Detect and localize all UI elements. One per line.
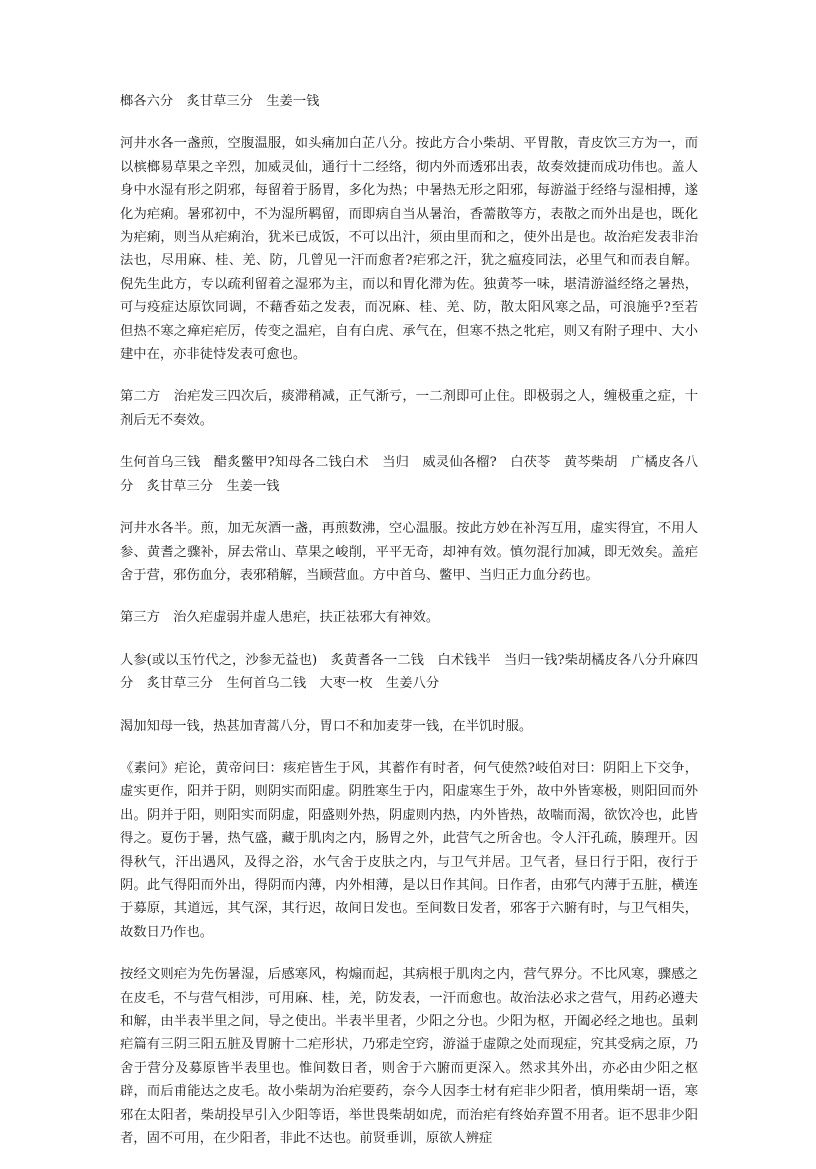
- paragraph-author-commentary: 按经文则疟为先伤暑湿，后感寒风，构煽而起，其病根于肌肉之内，营气界分。不比风寒，骤感之在皮毛，不与营气相涉，可用麻、桂，羌，防发表，一汗而愈也。故治法必求之营气，用药必遵夫和解，由半表半里之间，导之使出。半表半里者，少阳之分也。少阳为枢，开阖必经之地也。虽剌疟篇有三阴三阳五脏及胃腑十二疟形状，乃邪走空窍，游溢于虚隙之处而现症，究其受病之原，乃舍于营分及募原皆半表里也。惟间数日者，则舍于六腑而更深入。然求其外出，亦必由少阳之枢辟，而后甫能达之皮毛。故小柴胡为治疟要药，奈今人因李士材有疟非少阳者，慎用柴胡一语，寒邪在太阳者，柴胡投早引入少阳等语，举世畏柴胡如虎，而治疟有终始弃置不用者。讵不思非少阳者，固不可用，在少阳者，非此不达也。前贤垂训，原欲人辨症: [120, 967, 698, 1147]
- paragraph-suwen-quotation: 《素问》疟论，黄帝问曰：痎疟皆生于风，其蓄作有时者，何气使然?岐伯对曰：阴阳上下交争，虚实更作，阳并于阴，则阴实而阳虚。阴胜寒生于内，阳虚寒生于外，故中外皆寒极，则阳回而外出。阴并于阳，则阳实而阴虚，阳盛则外热，阴虚则内热，内外皆热，故喘而渴，欲饮冷也，此皆得之。夏伤于暑，热气盛，藏于肌肉之内，肠胃之外，此营气之所舍也。令人汗孔疏，腠理开。因得秋气，汗出遇风，及得之浴，水气舍于皮肤之内，与卫气并居。卫气者，昼日行于阳，夜行于阴。此气得阳而外出，得阴而内薄，内外相薄，是以日作其间。日作者，由邪气内薄于五脏，横连于募原，其道远，其气深，其行迟，故间日发也。至间数日发者，邪客于六腑有时，与卫气相失，故数日乃作也。: [120, 760, 698, 940]
- paragraph-second-prescription-commentary: 河井水各半。煎，加无灰酒一盏，再煎数沸，空心温服。按此方妙在补泻互用，虚实得宜，不用人参、黄耆之骤补，屏去常山、草果之峻削，平平无奇，却神有效。慎勿混行加减，即无效矣。盖疟舍于营，邪伤血分，表邪稍解，当顾营血。方中首乌、鳖甲、当归正力血分药也。: [120, 521, 698, 583]
- paragraph-third-prescription-modifications: 渴加知母一钱，热甚加青蒿八分，胃口不和加麦芽一钱，在半饥时服。: [120, 718, 533, 734]
- paragraph-second-prescription-title: 第二方 治疟发三四次后，痰滞稍减，正气渐亏，一二剂即可止住。即极弱之人，缠极重之症，十剂后无不奏效。: [120, 389, 698, 428]
- paragraph-third-prescription-title: 第三方 治久疟虚弱并虚人患疟，扶正祛邪大有神效。: [120, 610, 440, 626]
- paragraph-first-prescription-commentary: 河井水各一盏煎，空腹温服，如头痛加白芷八分。按此方合小柴胡、平胃散，青皮饮三方为一，而以槟榔易草果之辛烈，加威灵仙，通行十二经络，彻内外而透邪出表，故奏效捷而成功伟也。盖人身中水湿有形之阴邪，每留着于肠胃，多化为热；中暑热无形之阳邪，每游溢于经络与湿相搏，遂化为疟痢。暑邪初中，不为湿所羁留，而即病自当从暑治，香薷散等方，表散之而外出是也，既化为疟痢，则当从疟痢治，犹米已成饭，不可以出汁，须由里而和之，使外出是也。故治疟发表非治法也，尽用麻、桂、羌、防，几曾见一汗而愈者?疟邪之汗，犹之瘟疫同法，必里气和而表自解。倪先生此方，专以疏利留着之湿邪为主，而以和胃化滞为佐。独黄芩一味，堪清游溢经络之暑热，可与疫症达原饮同调，不藉香茹之发表，而况麻、桂、羌、防，散太阳风寒之品，可浪施乎?至若但热不寒之瘅疟疟厉，传变之温疟，自有白虎、承气在，但寒不热之牝疟，则又有附子理中、大小建中在，亦非徒恃发表可愈也。: [120, 136, 698, 363]
- paragraph-third-prescription-ingredients: 人参(或以玉竹代之，沙参无益也) 炙黄耆各一二钱 白术钱半 当归一钱?柴胡橘皮各八分升麻四分 炙甘草三分 生何首乌二钱 大枣一枚 生姜八分: [120, 652, 698, 692]
- paragraph-second-prescription-ingredients: 生何首乌三钱 醋炙鳖甲?知母各二钱白术 当归 威灵仙各榴? 白茯苓 黄芩柴胡 广橘皮各八分 炙甘草三分 生姜一钱: [120, 455, 698, 494]
- paragraph-prescription-continuation: 榔各六分 炙甘草三分 生姜一钱: [120, 94, 320, 109]
- document-page: [120, 90, 698, 1169]
